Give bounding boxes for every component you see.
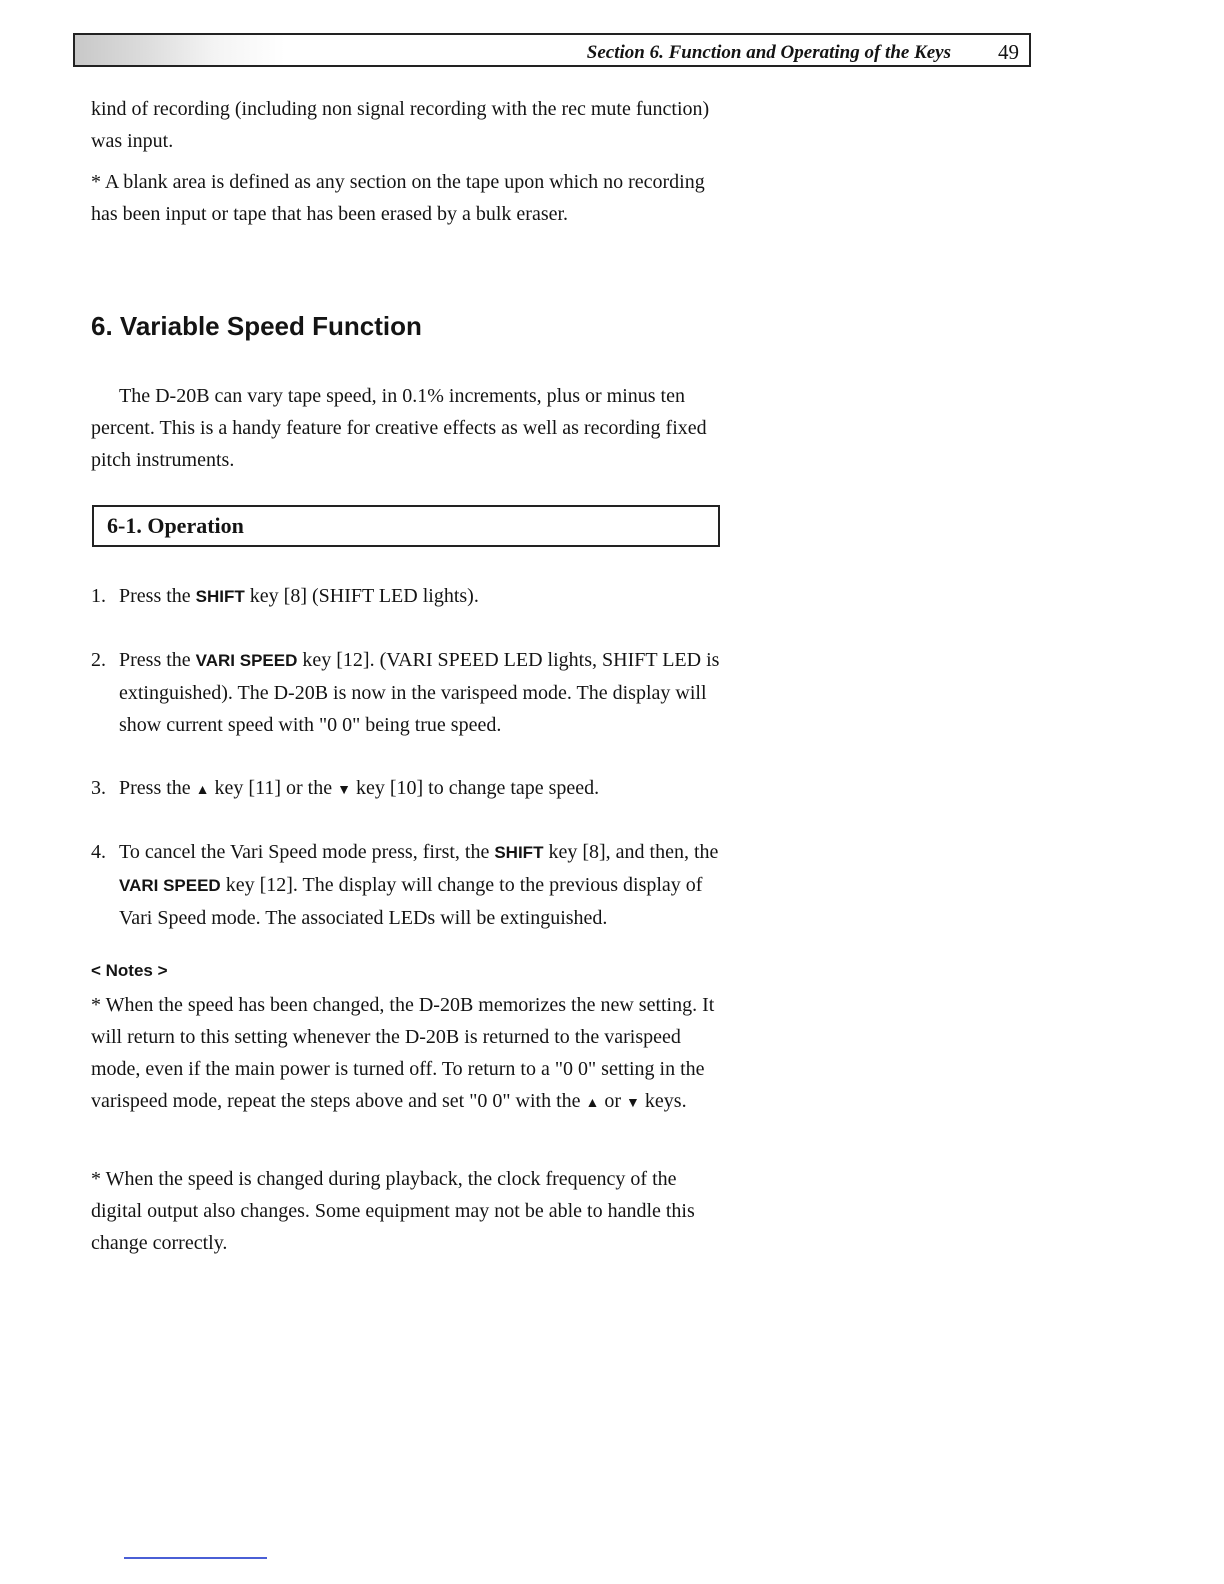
step-number: 4. bbox=[91, 841, 106, 863]
step-number: 2. bbox=[91, 649, 106, 671]
step-4 bbox=[91, 836, 731, 934]
subsection-header bbox=[92, 505, 720, 547]
footer-rule bbox=[124, 1557, 267, 1559]
header-title: Section 6. Function and Operating of the Keys bbox=[586, 42, 951, 63]
step-1 bbox=[91, 580, 731, 613]
section-title: 6. Variable Speed Function bbox=[91, 311, 422, 341]
shift-key-label: SHIFT bbox=[195, 587, 245, 606]
step-text: To cancel the Vari Speed mode press, first, the SHIFT key [8], and then, the VARI SPEED key [12]. The display will change to the previous display of Vari Speed mode. The associated LEDs will be extinguished. bbox=[119, 841, 719, 929]
shift-key-label: SHIFT bbox=[494, 843, 544, 862]
vari-speed-key-label: VARI SPEED bbox=[119, 876, 221, 895]
subsection-title: 6-1. Operation bbox=[107, 513, 244, 538]
continued-paragraph: kind of recording (including non signal recording with the rec mute function) was input. bbox=[91, 98, 710, 152]
page-header bbox=[73, 33, 1031, 67]
page-number: 49 bbox=[998, 40, 1019, 64]
step-text: Press the VARI SPEED key [12]. (VARI SPEED LED lights, SHIFT LED is extinguished). The D-20B is now in the varispeed mode. The display will show current speed with "0 0" being true speed. bbox=[119, 649, 720, 736]
step-2 bbox=[91, 644, 731, 741]
blank-area-note: * A blank area is defined as any section on the tape upon which no recording has been input or tape that has been erased by a bulk eraser. bbox=[91, 171, 705, 225]
step-text: Press the ▲ key [11] or the ▼ key [10] to change tape speed. bbox=[119, 777, 600, 799]
note-clock-frequency: * When the speed is changed during playback, the clock frequency of the digital output also changes. Some equipment may not be able to handle this change correctly. bbox=[91, 1168, 695, 1254]
vari-speed-key-label: VARI SPEED bbox=[195, 651, 298, 670]
up-triangle-icon: ▲ bbox=[585, 1096, 600, 1111]
down-triangle-icon: ▼ bbox=[626, 1096, 640, 1111]
step-number: 3. bbox=[91, 777, 106, 799]
step-3 bbox=[91, 772, 731, 807]
up-triangle-icon: ▲ bbox=[195, 783, 210, 798]
step-number: 1. bbox=[91, 585, 106, 607]
section-intro: The D-20B can vary tape speed, in 0.1% increments, plus or minus ten percent. This is a handy feature for creative effects as well as recording fixed pitch instruments. bbox=[91, 385, 707, 471]
step-text: Press the SHIFT key [8] (SHIFT LED lights). bbox=[119, 585, 479, 607]
note-memorize: * When the speed has been changed, the D-20B memorizes the new setting. It will return to this setting whenever the D-20B is returned to the varispeed mode, even if the main power is turned off. To return to a "0 0" setting in the varispeed mode, repeat the steps above and set "0 0" with the ▲ or ▼ keys. bbox=[91, 994, 715, 1112]
notes-heading: < Notes > bbox=[91, 961, 168, 980]
down-triangle-icon: ▼ bbox=[337, 783, 351, 798]
